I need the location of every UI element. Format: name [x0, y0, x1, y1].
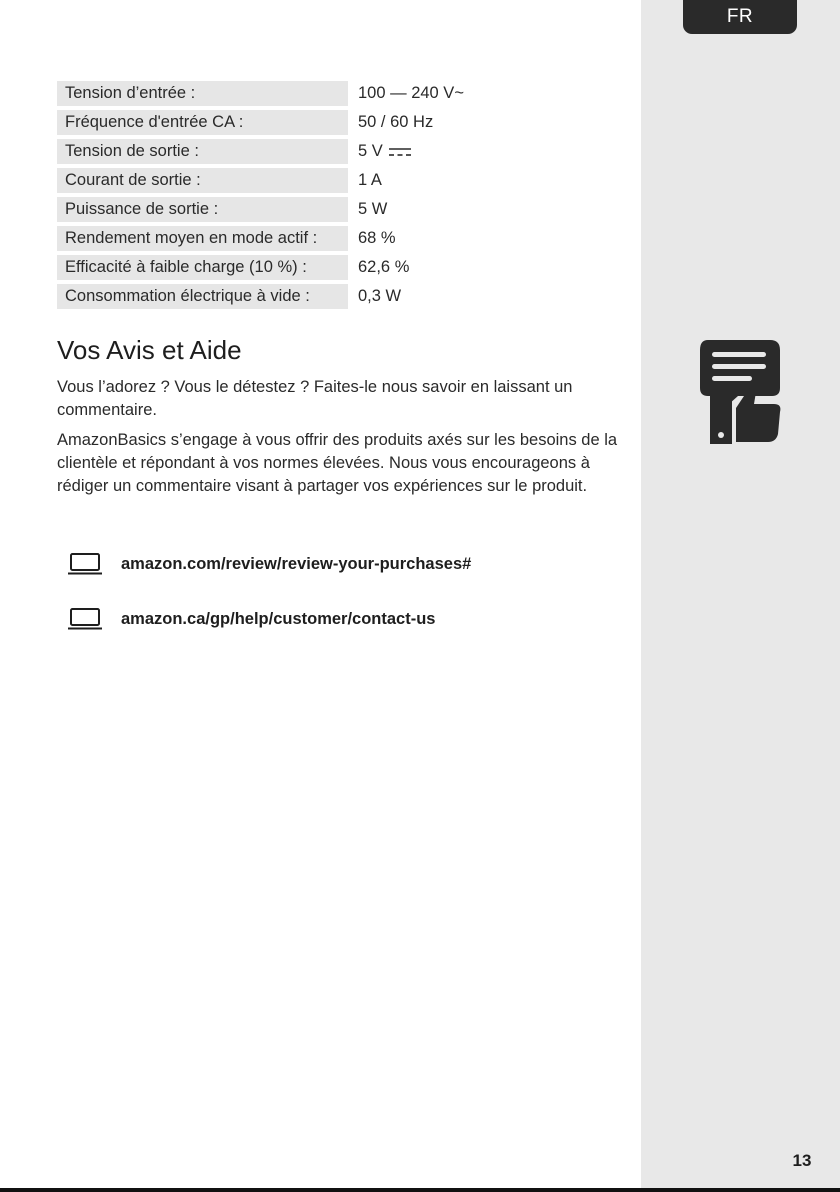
spec-value: 62,6 % — [358, 258, 410, 276]
section-title: Vos Avis et Aide — [57, 335, 242, 365]
spec-value: 5 V — [358, 142, 383, 160]
table-row — [57, 197, 507, 222]
contact-link-row — [68, 606, 435, 632]
contact-link[interactable]: amazon.ca/gp/help/customer/contact-us — [121, 609, 436, 628]
laptop-icon — [68, 608, 102, 630]
laptop-icon — [68, 553, 102, 575]
table-row — [57, 139, 507, 164]
spec-value: 5 W — [358, 200, 388, 218]
language-tab: FR — [683, 0, 797, 34]
direct-current-icon — [389, 147, 411, 157]
spec-label: Fréquence d'entrée CA : — [57, 110, 356, 135]
spec-value: 0,3 W — [358, 287, 402, 305]
table-row — [57, 284, 507, 309]
spec-value-cell — [356, 139, 507, 164]
review-link-row — [68, 551, 471, 577]
spec-value: 68 % — [358, 229, 396, 247]
spec-label: Tension de sortie : — [57, 139, 356, 164]
table-row — [57, 81, 507, 106]
spec-value: 50 / 60 Hz — [358, 113, 434, 131]
sidebar — [641, 0, 840, 1192]
review-link[interactable]: amazon.com/review/review-your-purchases# — [121, 554, 472, 573]
spec-label: Puissance de sortie : — [57, 197, 356, 222]
bottom-rule — [0, 1188, 840, 1192]
thumbs-up-comment-icon — [698, 338, 782, 444]
spec-label: Rendement moyen en mode actif : — [57, 226, 356, 251]
table-row — [57, 168, 507, 193]
feedback-paragraph: Vous l’adorez ? Vous le détestez ? Faites-le nous savoir en laissant un commentaire. — [57, 378, 573, 419]
table-row — [57, 110, 507, 135]
spec-label: Tension d’entrée : — [57, 81, 356, 106]
table-row — [57, 226, 507, 251]
table-row — [57, 255, 507, 280]
spec-label: Efficacité à faible charge (10 %) : — [57, 255, 356, 280]
spec-value: 100 — 240 V~ — [358, 84, 464, 102]
page-number: 13 — [792, 1151, 812, 1170]
specifications-table — [57, 77, 507, 313]
spec-value: 1 A — [358, 171, 382, 189]
spec-label: Courant de sortie : — [57, 168, 356, 193]
commitment-paragraph: AmazonBasics s’engage à vous offrir des produits axés sur les besoins de la clientèle et répondant à vos normes élevées. Nous vous encourageons à rédiger un commentaire visant à partager vos expériences sur le produit. — [57, 431, 618, 495]
spec-label: Consommation électrique à vide : — [57, 284, 356, 309]
